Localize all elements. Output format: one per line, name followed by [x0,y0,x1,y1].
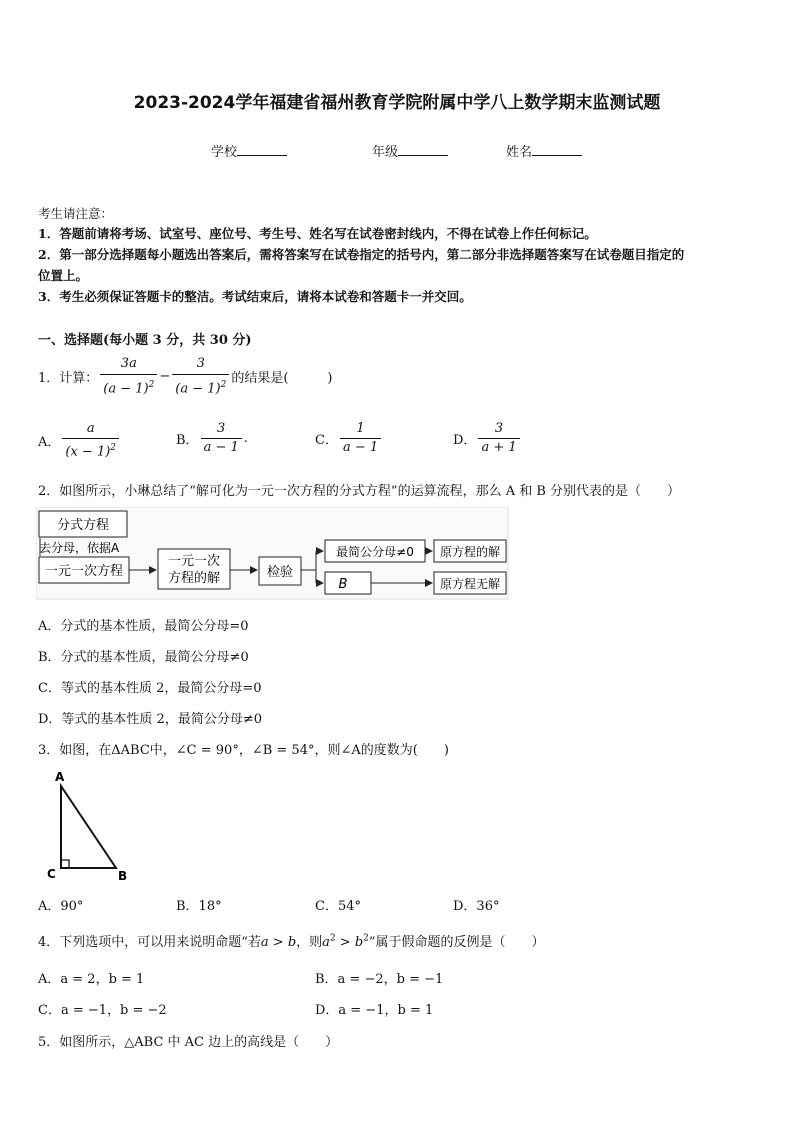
flow-box-solution-line2: 方程的解 [167,571,221,586]
q4-concl-gt: > [335,935,355,950]
q1-f1-numerator: 3a [120,356,137,371]
q1-option-b-fraction [201,420,242,457]
flow-box-check-label: 检验 [266,565,294,580]
q1-option-c-label: C． [315,433,338,448]
flow-box-solution-line1: 一元一次 [167,554,221,569]
q1-option-c-fraction [340,420,381,457]
school-label: 学校 [211,145,238,160]
q1-f2-den-text: (a − 1) [175,381,221,397]
question-4 [38,931,545,950]
notice-item-2-cont: 位置上。 [38,268,89,283]
q1-option-d-label: D． [453,433,477,448]
q1-fraction-1 [100,354,157,399]
q1-f1-exponent: 2 [148,380,155,390]
triangle-abc [61,786,116,868]
flow-box-linear-equation-label: 一元一次方程 [44,564,124,579]
q1-option-c-den: a − 1 [340,438,381,457]
q4-concl-b: b [354,935,364,950]
q1-prefix: 1．计算： [38,371,99,387]
q1-option-c-num: 1 [356,421,365,436]
q2-option-c[interactable]: C．等式的基本性质 2，最简公分母=0 [38,681,262,696]
question-3: 3．如图，在ΔABC中，∠C = 90°，∠B = 54°，则∠A的度数为( ) [38,743,449,758]
notice-heading: 考生请注意： [38,206,114,221]
q4-stem-pre: 4．下列选项中，可以用来说明命题“若 [38,935,261,950]
notice-item-1: 1．答题前请将考场、试室号、座位号、考生号、姓名写在试卷密封线内，不得在试卷上作任何标记。 [38,226,597,241]
q4-condition: a > b [260,935,297,950]
q1-option-b[interactable] [176,420,248,457]
q3-option-a[interactable]: A．90° [38,899,84,914]
q1-option-a-den [62,438,119,461]
q4-option-b[interactable]: B．a = −2，b = −1 [315,972,444,987]
notice-item-2: 2．第一部分选择题每小题选出答案后，需将答案写在试卷指定的括号内，第二部分非选择题答案写在试卷题目指定的 [38,247,685,262]
q1-f2-exponent: 2 [220,380,227,390]
flow-box-condition-2-label: B [338,577,348,592]
q2-option-b[interactable]: B．分式的基本性质，最简公分母≠0 [38,650,249,665]
q1-fraction-2 [172,354,229,399]
q3-option-b[interactable]: B．18° [176,899,222,914]
q1-suffix: 的结果是( ) [231,371,333,387]
q1-option-d-den: a + 1 [478,438,519,457]
q1-option-b-tail: . [243,431,248,446]
q2-option-d[interactable]: D．等式的基本性质 2，最简公分母≠0 [38,712,262,727]
grade-label: 年级 [372,145,399,160]
q2-option-a[interactable]: A．分式的基本性质，最简公分母=0 [38,619,249,634]
q1-option-a-label: A． [38,435,61,451]
q1-f2-denominator [172,374,229,399]
flow-box-result-1-label: 原方程的解 [439,545,501,559]
name-field[interactable] [506,141,582,160]
vertex-b-label: B [118,869,128,883]
vertex-a-label: A [55,770,65,784]
name-label: 姓名 [506,145,533,160]
name-blank[interactable] [532,143,582,156]
grade-blank[interactable] [398,143,448,156]
flow-box-condition-2 [325,572,371,594]
q4-stem-mid: ，则 [296,935,323,950]
vertex-c-label: C [47,867,56,881]
q1-option-a-den-text: (x − 1) [65,444,111,460]
section-heading: 一、选择题(每小题 3 分，共 30 分) [38,333,252,348]
q1-f2-numerator: 3 [196,356,205,371]
question-2: 2．如图所示，小琳总结了“解可化为一元一次方程的分式方程”的运算流程，那么 A 和 B 分别代表的是（ ） [38,484,681,499]
flow-box-result-2-label: 原方程无解 [439,577,501,591]
q4-option-d[interactable]: D．a = −1，b = 1 [315,1003,434,1018]
q1-option-d-fraction [478,420,519,457]
q1-option-d-num: 3 [494,421,504,436]
q1-option-a-fraction [62,420,119,461]
q3-option-c[interactable]: C．54° [315,899,361,914]
flow-box-condition-1-label: 最简公分母≠0 [336,545,414,559]
q4-option-c[interactable]: C．a = −1，b = −2 [38,1003,167,1018]
q4-option-a[interactable]: A．a = 2，b = 1 [38,972,145,987]
q1-f1-denominator [100,374,157,399]
school-field[interactable] [211,141,287,160]
q1-option-a[interactable] [38,420,121,461]
flow-box-fractional-equation-label: 分式方程 [56,518,110,533]
q3-triangle-figure [44,770,134,885]
question-5: 5．如图所示，△ABC 中 AC 边上的高线是（ ） [38,1035,339,1050]
q4-exp-b: 2 [363,933,369,944]
q1-minus: − [159,369,171,385]
right-angle-mark [61,860,69,868]
q4-exp-a: 2 [329,933,336,944]
page-title: 2023-2024学年福建省福州教育学院附属中学八上数学期末监测试题 [133,93,661,113]
q2-flowchart [36,507,510,601]
flow-arrow-label: 去分母，依据A [39,541,120,555]
school-blank[interactable] [237,143,287,156]
q4-stem-post: ”属于假命题的反例是（ ） [368,935,545,950]
grade-field[interactable] [372,141,448,160]
q3-option-d[interactable]: D．36° [453,899,500,914]
q1-option-d[interactable] [453,420,522,457]
question-1 [38,354,332,399]
q4-concl-a: a [322,935,330,950]
q1-option-b-num: 3 [217,421,226,436]
q1-option-a-num: a [86,421,95,436]
notice-item-3: 3．考生必须保证答题卡的整洁。考试结束后，请将本试卷和答题卡一并交回。 [38,289,472,304]
q1-option-c[interactable] [315,420,383,457]
q1-option-b-label: B． [176,433,199,448]
q1-f1-den-text: (a − 1) [103,381,149,397]
q1-option-a-exp: 2 [110,443,117,453]
q1-option-b-den: a − 1 [201,438,242,457]
